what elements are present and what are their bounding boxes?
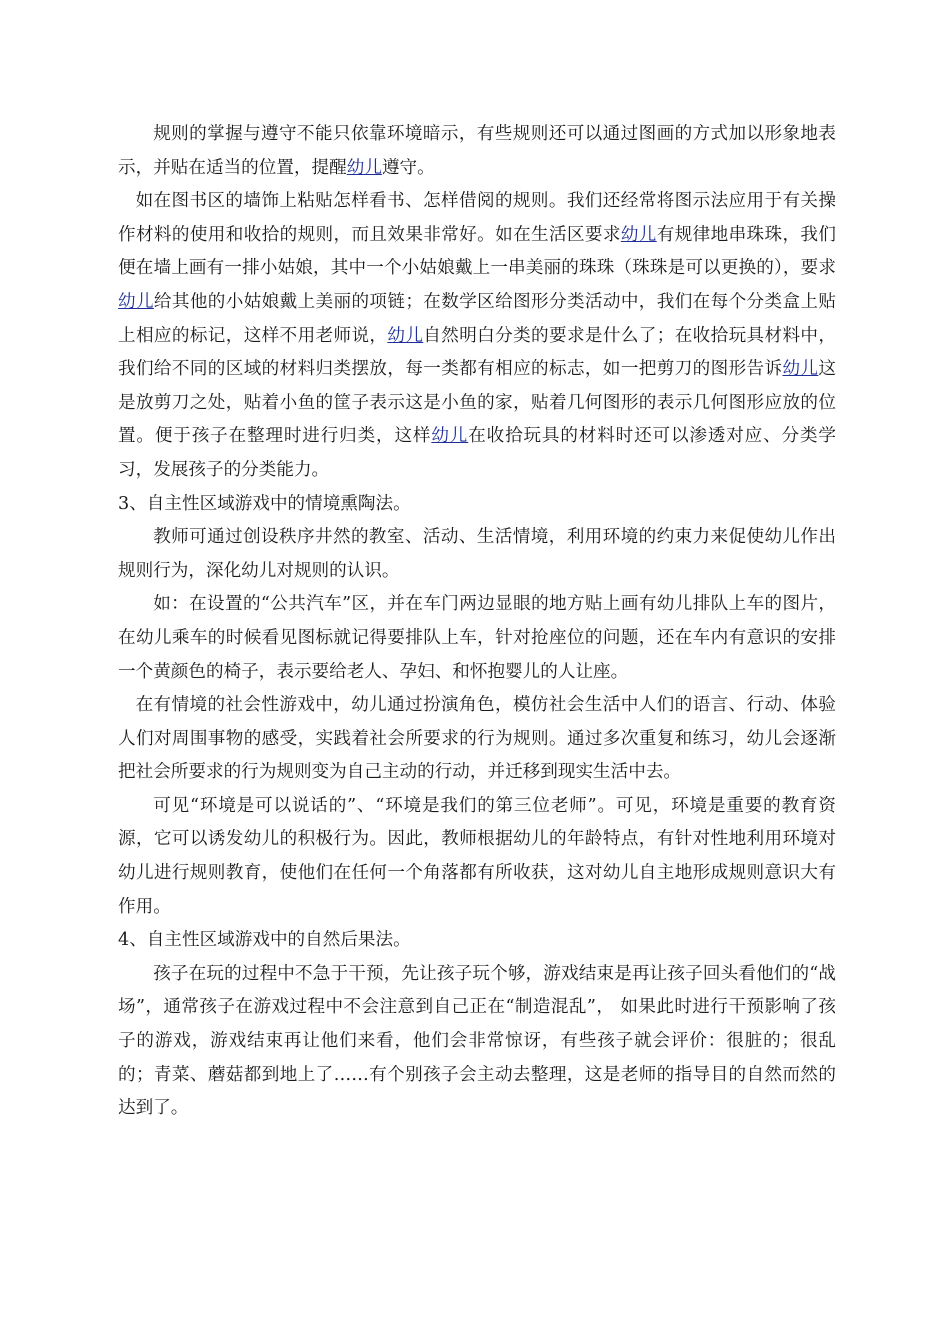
text-run: 孩子在玩的过程中不急于干预，先让孩子玩个够，游戏结束是再让孩子回头看他们的“战场”，通常孩子在游戏过程中不会注意到自己正在“制造混乱”， 如果此时进行干预影响了孩子的游戏，游戏结束再让他们来看，他们会非常惊讶，有些孩子就会评价：很脏的；很乱的；青菜、蘑菇都到地上了……有个别孩子会主动去整理，这是老师的指导目的自然而然的达到了。 bbox=[118, 963, 836, 1119]
text-run: 遵守。 bbox=[381, 157, 435, 178]
youer-link[interactable]: 幼儿 bbox=[387, 325, 424, 346]
youer-link[interactable]: 幼儿 bbox=[346, 157, 382, 178]
youer-link[interactable]: 幼儿 bbox=[620, 224, 657, 245]
youer-link[interactable]: 幼儿 bbox=[782, 359, 819, 380]
paragraph bbox=[118, 790, 836, 924]
paragraph bbox=[118, 689, 836, 790]
text-run: 教师可通过创设秩序井然的教室、活动、生活情境，利用环境的约束力来促使幼儿作出规则行为，深化幼儿对规则的认识。 bbox=[118, 527, 836, 581]
text-run: 在收拾玩具的材料时还可以渗透对应、分类学习，发展孩子的分类能力。 bbox=[118, 426, 836, 480]
text-run: 3、自主性区域游戏中的情境熏陶法。 bbox=[118, 493, 411, 514]
text-run: 有规律地串珠珠，我们便在墙上画有一排小姑娘，其中一个小姑娘戴上一串美丽的珠珠（珠珠是可以更换的），要求 bbox=[118, 224, 836, 279]
paragraph bbox=[118, 588, 836, 689]
text-run: 4、自主性区域游戏中的自然后果法。 bbox=[118, 930, 411, 951]
paragraph bbox=[118, 185, 836, 487]
paragraph bbox=[118, 118, 836, 185]
text-run: 自然明白分类的要求是什么了；在收拾玩具材料中，我们给不同的区域的材料归类摆放，每一类都有相应的标志，如一把剪刀的图形告诉 bbox=[118, 325, 836, 380]
youer-link[interactable]: 幼儿 bbox=[118, 291, 154, 312]
text-run: 这是放剪刀之处，贴着小鱼的筐子表示这是小鱼的家，贴着几何图形的表示几何图形应放的位置。便于孩子在整理时进行归类，这样 bbox=[118, 359, 836, 447]
section-heading bbox=[118, 488, 836, 522]
text-run: 在有情境的社会性游戏中，幼儿通过扮演角色，模仿社会生活中人们的语言、行动、体验人们对周围事物的感受，实践着社会所要求的行为规则。通过多次重复和练习，幼儿会逐渐把社会所要求的行为规则变为自己主动的行动，并迁移到现实生活中去。 bbox=[118, 695, 836, 783]
text-run: 规则的掌握与遵守不能只依靠环境暗示，有些规则还可以通过图画的方式加以形象地表示，并贴在适当的位置，提醒 bbox=[118, 124, 836, 178]
document-page bbox=[118, 118, 836, 1126]
paragraph bbox=[118, 521, 836, 588]
paragraph bbox=[118, 958, 836, 1126]
text-run: 可见“环境是可以说话的”、“环境是我们的第三位老师”。可见，环境是重要的教育资源，它可以诱发幼儿的积极行为。因此，教师根据幼儿的年龄特点，有针对性地利用环境对幼儿进行规则教育，使他们在任何一个角落都有所收获，这对幼儿自主地形成规则意识大有作用。 bbox=[118, 795, 836, 917]
text-run: 如在图书区的墙饰上粘贴怎样看书、怎样借阅的规则。我们还经常将图示法应用于有关操作材料的使用和收拾的规则，而且效果非常好。如在生活区要求 bbox=[118, 191, 836, 245]
section-heading bbox=[118, 924, 836, 958]
text-run: 给其他的小姑娘戴上美丽的项链；在数学区给图形分类活动中，我们在每个分类盒上贴上相应的标记，这样不用老师说， bbox=[118, 291, 836, 346]
text-run: 如：在设置的“公共汽车”区，并在车门两边显眼的地方贴上画有幼儿排队上车的图片，在幼儿乘车的时候看见图标就记得要排队上车，针对抢座位的问题，还在车内有意识的安排一个黄颜色的椅子，表示要给老人、孕妇、和怀抱婴儿的人让座。 bbox=[118, 594, 836, 682]
youer-link[interactable]: 幼儿 bbox=[431, 426, 469, 447]
